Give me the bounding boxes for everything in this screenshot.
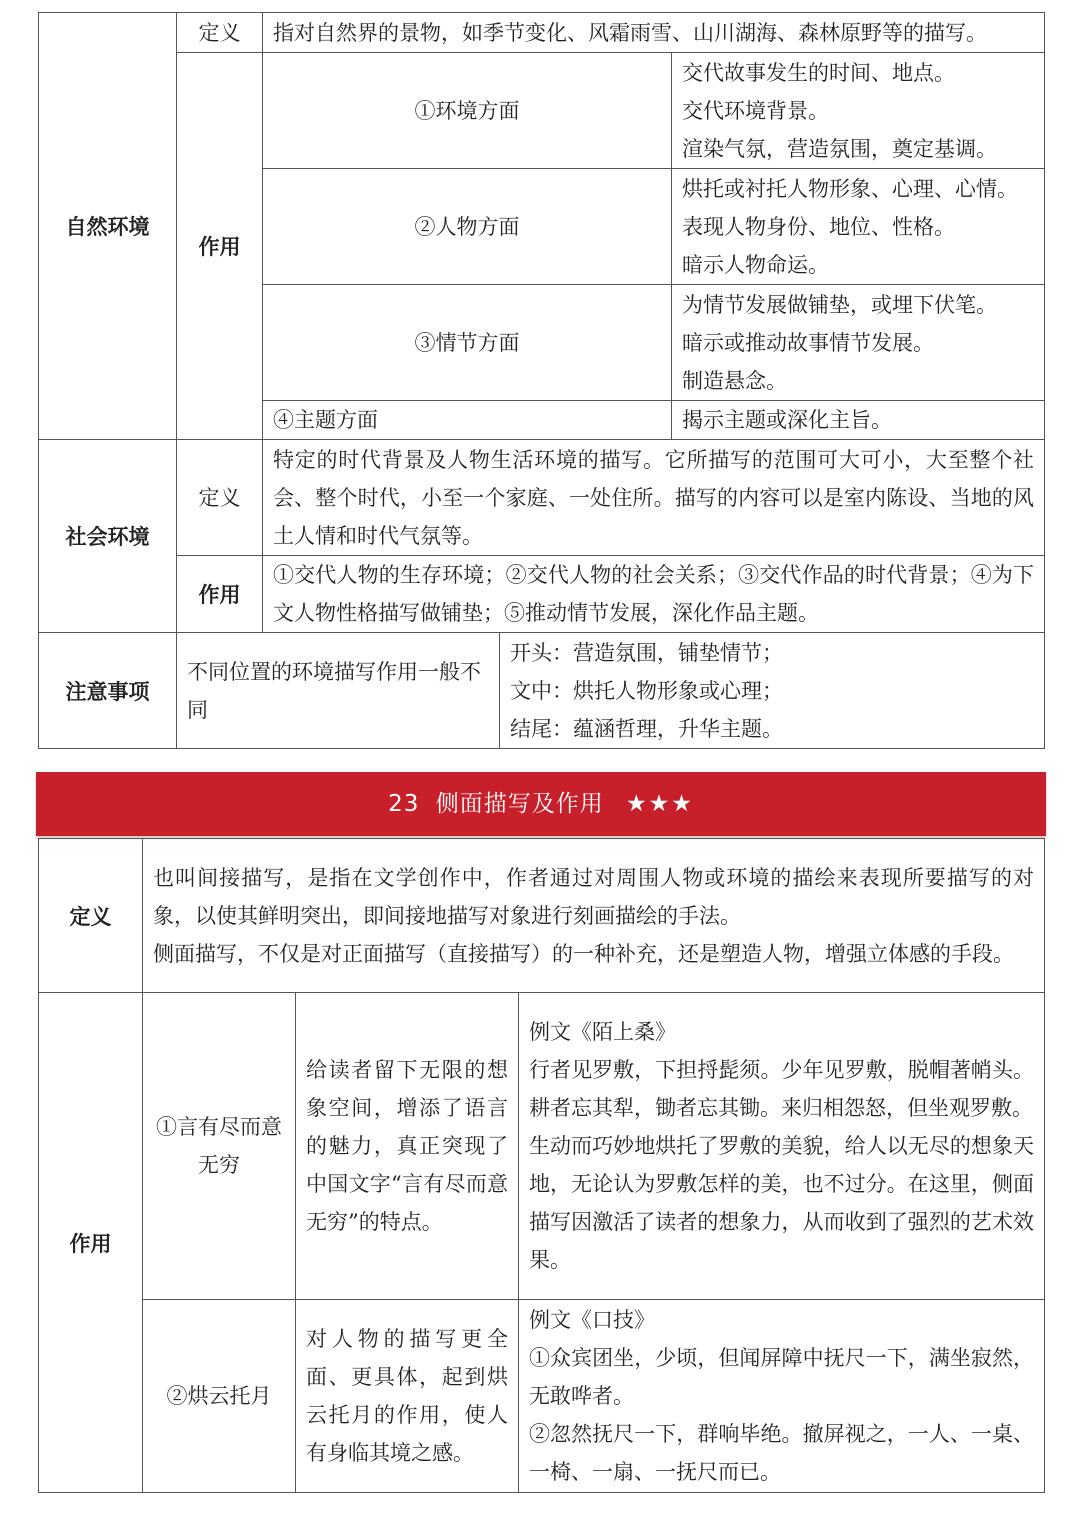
section-banner — [36, 772, 1046, 836]
aspect-effect-line: 暗示人物命运。 — [682, 252, 829, 277]
notes-mid-text: 不同位置的环境描写作用一般不同 — [177, 633, 500, 749]
example-line: ①众宾团坐，少顷，但闻屏障中抚尺一下，满坐寂然，无敢哗者。 — [529, 1346, 1034, 1408]
notes-lines — [500, 633, 1045, 749]
example-line: 生动而巧妙地烘托了罗敷的美貌，给人以无尽的想象天地，无论认为罗敷怎样的美，也不过分。在这里，侧面描写因激活了读者的想象力，从而收到了强烈的艺术效果。 — [529, 1134, 1034, 1272]
aspect-name: ④主题方面 — [263, 401, 672, 440]
environment-table — [38, 12, 1045, 749]
natural-env-label: 自然环境 — [39, 13, 177, 440]
aspect-effects — [672, 401, 1045, 440]
example-title: 例文《口技》 — [529, 1308, 655, 1332]
aspect-effect-line: 烘托或衬托人物形象、心理、心情。 — [682, 176, 1018, 201]
aspect-effects — [672, 53, 1045, 169]
section-number: 23 — [388, 791, 420, 817]
effect-name: ②烘云托月 — [143, 1300, 296, 1493]
notes-line: 开头：营造氛围，铺垫情节； — [510, 640, 783, 665]
side-def-text — [143, 839, 1045, 993]
aspect-effects — [672, 169, 1045, 285]
social-env-label: 社会环境 — [39, 440, 177, 633]
notes-line: 结尾：蕴涵哲理，升华主题。 — [510, 716, 783, 741]
social-use-text: ①交代人物的生存环境；②交代人物的社会关系；③交代作品的时代背景；④为下文人物性格描写做铺垫；⑤推动情节发展，深化作品主题。 — [263, 556, 1045, 633]
aspect-effect-line: 交代故事发生的时间、地点。 — [682, 60, 955, 85]
aspect-name: ②人物方面 — [263, 169, 672, 285]
notes-label: 注意事项 — [39, 633, 177, 749]
example-title: 例文《陌上桑》 — [529, 1020, 676, 1044]
aspect-effect-line: 暗示或推动故事情节发展。 — [682, 330, 934, 355]
aspect-effect-line: 表现人物身份、地位、性格。 — [682, 214, 955, 239]
side-def-line: 侧面描写，不仅是对正面描写（直接描写）的一种补充，还是塑造人物，增强立体感的手段。 — [153, 941, 1014, 966]
side-description-table — [38, 838, 1045, 1493]
natural-def-label: 定义 — [177, 13, 263, 53]
side-def-line: 也叫间接描写，是指在文学创作中，作者通过对周围人物或环境的描绘来表现所要描写的对象，以使其鲜明突出，即间接地描写对象进行刻画描绘的手法。 — [153, 865, 1034, 928]
natural-use-label: 作用 — [177, 53, 263, 440]
aspect-effect-line: 为情节发展做铺垫，或埋下伏笔。 — [682, 292, 997, 317]
aspect-effect-line: 制造悬念。 — [682, 368, 787, 393]
aspect-name: ③情节方面 — [263, 285, 672, 401]
side-def-label: 定义 — [39, 839, 143, 993]
effect-desc: 给读者留下无限的想象空间，增添了语言的魅力，真正突现了中国文字“言有尽而意无穷”的特点。 — [296, 993, 519, 1300]
natural-def-text: 指对自然界的景物，如季节变化、风霜雨雪、山川湖海、森林原野等的描写。 — [263, 13, 1045, 53]
social-def-text: 特定的时代背景及人物生活环境的描写。它所描写的范围可大可小，大至整个社会、整个时代，小至一个家庭、一处住所。描写的内容可以是室内陈设、当地的风土人情和时代气氛等。 — [263, 440, 1045, 556]
star-rating-icon: ★★★ — [626, 791, 694, 817]
effect-name: ①言有尽而意无穷 — [143, 993, 296, 1300]
effect-example — [519, 993, 1045, 1300]
example-line: ②忽然抚尺一下，群响毕绝。撤屏视之，一人、一桌、一椅、一扇、一抚尺而已。 — [529, 1422, 1034, 1484]
section-title: 侧面描写及作用 — [435, 791, 604, 817]
aspect-effect-line: 渲染气氛，营造氛围，奠定基调。 — [682, 136, 997, 161]
aspect-effect-line: 揭示主题或深化主旨。 — [682, 408, 892, 432]
side-use-label: 作用 — [39, 993, 143, 1493]
example-line: 行者见罗敷，下担捋髭须。少年见罗敷，脱帽著帩头。耕者忘其犁，锄者忘其锄。来归相怨怒，但坐观罗敷。 — [529, 1058, 1034, 1120]
social-def-label: 定义 — [177, 440, 263, 556]
aspect-effects — [672, 285, 1045, 401]
aspect-effect-line: 交代环境背景。 — [682, 98, 829, 123]
aspect-name: ①环境方面 — [263, 53, 672, 169]
effect-desc: 对人物的描写更全面、更具体，起到烘云托月的作用，使人有身临其境之感。 — [296, 1300, 519, 1493]
effect-example — [519, 1300, 1045, 1493]
social-use-label: 作用 — [177, 556, 263, 633]
notes-line: 文中：烘托人物形象或心理； — [510, 678, 783, 703]
